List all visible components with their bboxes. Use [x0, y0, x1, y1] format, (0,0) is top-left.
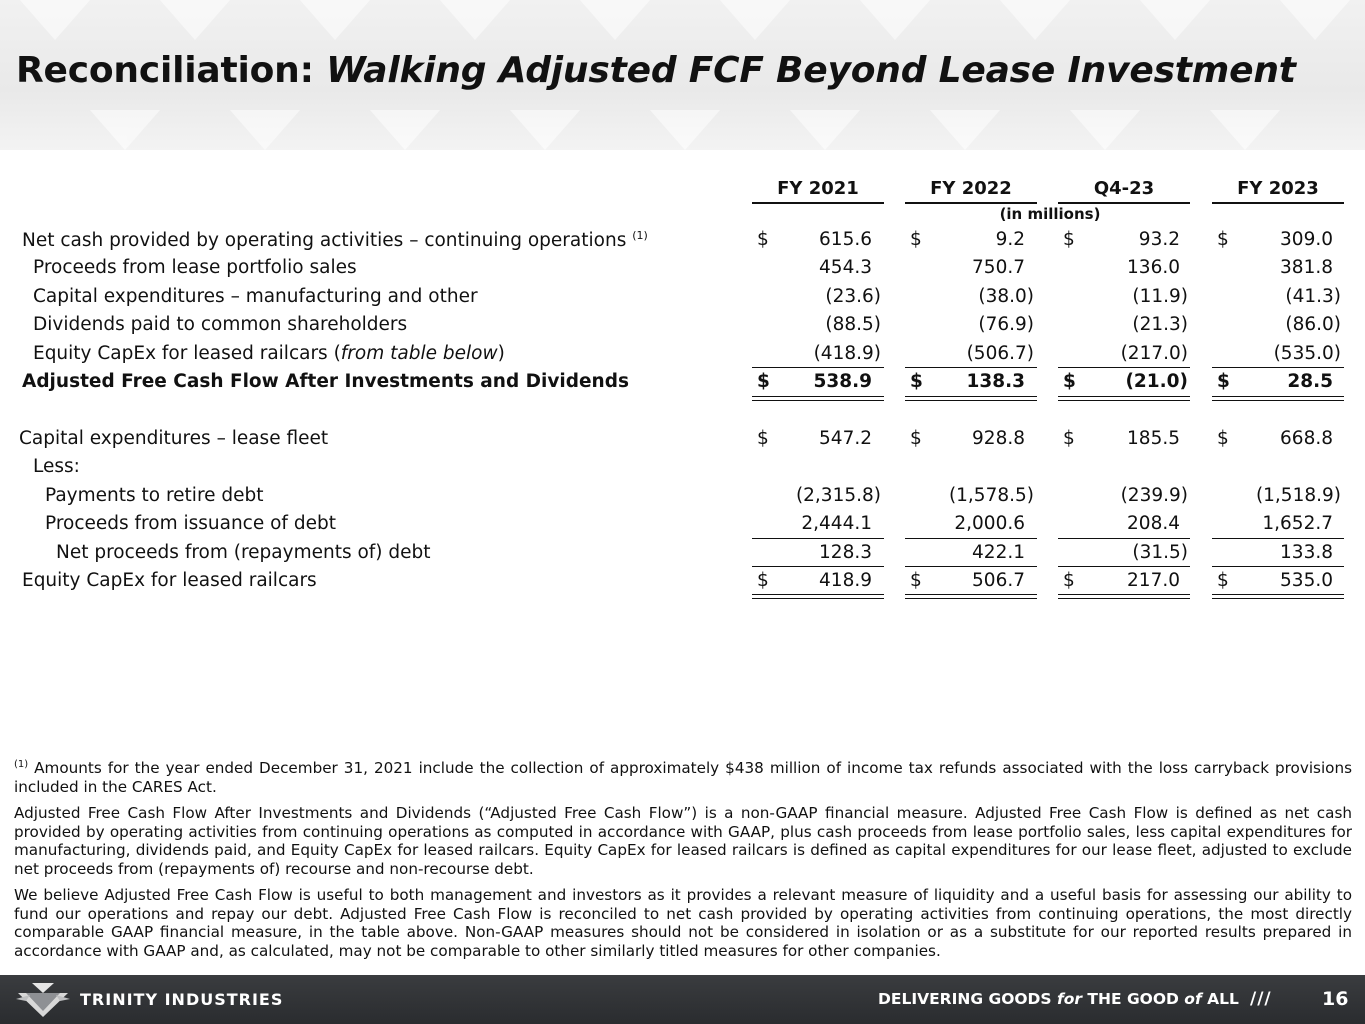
column-header-fy2023: FY 2023 — [1237, 178, 1319, 199]
row-label: Capital expenditures – manufacturing and other — [33, 286, 478, 307]
total-double-rule — [752, 396, 884, 401]
total-double-rule — [752, 594, 884, 599]
title-main: Reconciliation: — [16, 50, 314, 91]
cell-value: 185.5 — [1127, 428, 1180, 449]
total-double-rule — [1058, 594, 1190, 599]
row-label: Proceeds from issuance of debt — [45, 513, 336, 534]
cell-value: (23.6) — [825, 286, 881, 307]
currency-symbol: $ — [757, 428, 769, 449]
cell-value: 538.9 — [813, 371, 872, 392]
cell-value: 381.8 — [1280, 257, 1333, 278]
definition-paragraph: Adjusted Free Cash Flow After Investments and Dividends (“Adjusted Free Cash Flow”) is a non-GAAP financial measure. Adjusted Free Cash Flow is defined as net cash provided by operating activities from continuing operations as computed in accordance with GAAP, plus cash proceeds from lease portfolio sales, less capital expenditures for manufacturing, dividends paid, and Equity CapEx for leased railcars. Equity CapEx for leased railcars is defined as capital expenditures for our lease fleet, adjusted to exclude net proceeds from (repayments of) recourse and non-recourse debt. — [14, 804, 1352, 878]
cell-value: 28.5 — [1287, 371, 1333, 392]
cell-value: 928.8 — [972, 428, 1025, 449]
divider-slashes: /// — [1250, 989, 1272, 1009]
cell-value: (418.9) — [813, 343, 881, 364]
table-row — [0, 453, 1365, 481]
currency-symbol: $ — [910, 570, 922, 591]
cell-value: 9.2 — [995, 229, 1025, 250]
column-header-fy2022: FY 2022 — [930, 178, 1012, 199]
table-row — [0, 311, 1365, 339]
brand-name: TRINITY INDUSTRIES — [80, 990, 284, 1009]
cell-value: 217.0 — [1127, 570, 1180, 591]
table-row — [0, 254, 1365, 282]
cell-value: (88.5) — [825, 314, 881, 335]
table-row — [0, 567, 1365, 595]
row-label: Payments to retire debt — [45, 485, 264, 506]
currency-symbol: $ — [1217, 428, 1229, 449]
cell-value: (217.0) — [1120, 343, 1188, 364]
row-label: Equity CapEx for leased railcars (from table below) — [33, 343, 505, 364]
cell-value: (86.0) — [1285, 314, 1341, 335]
cell-value: 750.7 — [972, 257, 1025, 278]
table-row — [0, 510, 1365, 538]
cell-value: (1,518.9) — [1255, 485, 1341, 506]
table-row-total — [0, 368, 1365, 396]
table-row — [0, 226, 1365, 254]
cell-value: (21.3) — [1132, 314, 1188, 335]
cell-value: (38.0) — [978, 286, 1034, 307]
column-header-q4-23: Q4-23 — [1093, 178, 1155, 199]
currency-symbol: $ — [1063, 428, 1075, 449]
table-row — [0, 283, 1365, 311]
tagline: DELIVERING GOODS for THE GOOD of ALL — [878, 990, 1239, 1008]
currency-symbol: $ — [1063, 570, 1075, 591]
cell-value: 309.0 — [1280, 229, 1333, 250]
footnote-ref: (1) — [632, 229, 648, 242]
total-double-rule — [1058, 396, 1190, 401]
row-label: Capital expenditures – lease fleet — [19, 428, 329, 449]
column-underline — [752, 202, 884, 204]
cell-value: 506.7 — [972, 570, 1025, 591]
cell-value: 133.8 — [1280, 542, 1333, 563]
currency-symbol: $ — [757, 229, 769, 250]
table-row — [0, 539, 1365, 567]
cell-value: (2,315.8) — [795, 485, 881, 506]
footnote-1: $^{(1)}$ Amounts for the year ended December 31, 2021 include the collection of approximately $438 million of income tax refunds associated with the loss carryback provisions included in the CARES Act. — [14, 759, 1353, 796]
row-label: Equity CapEx for leased railcars — [22, 570, 317, 591]
currency-symbol: $ — [1217, 229, 1229, 250]
currency-symbol: $ — [910, 229, 922, 250]
footnotes — [14, 756, 1352, 968]
currency-symbol: $ — [1063, 229, 1075, 250]
cell-value: 2,000.6 — [954, 513, 1025, 534]
row-label: Proceeds from lease portfolio sales — [33, 257, 357, 278]
units-label: (in millions) — [999, 205, 1101, 223]
total-double-rule — [1212, 594, 1344, 599]
row-label: Adjusted Free Cash Flow After Investments and Dividends — [22, 371, 629, 392]
cell-value: 422.1 — [972, 542, 1025, 563]
total-double-rule — [905, 396, 1037, 401]
currency-symbol: $ — [910, 428, 922, 449]
table-row — [0, 482, 1365, 510]
cell-value: (31.5) — [1132, 542, 1188, 563]
cell-value: (21.0) — [1125, 371, 1188, 392]
usefulness-paragraph: We believe Adjusted Free Cash Flow is useful to both management and investors as it provides a relevant measure of liquidity and a useful basis for assessing our ability to fund our operations and repay our debt. Adjusted Free Cash Flow is reconciled to net cash provided by operating activities from continuing operations, the most directly comparable GAAP financial measure, in the table above. Non-GAAP measures should not be considered in isolation or as a substitute for our reported results prepared in accordance with GAAP and, as calculated, may not be comparable to other similarly titled measures for other companies. — [14, 886, 1352, 960]
table-row — [0, 425, 1365, 453]
trinity-logo-icon — [16, 981, 70, 1019]
cell-value: 208.4 — [1127, 513, 1180, 534]
currency-symbol: $ — [757, 371, 770, 392]
cell-value: (535.0) — [1273, 343, 1341, 364]
cell-value: (11.9) — [1132, 286, 1188, 307]
table-row — [0, 340, 1365, 368]
row-label: Net proceeds from (repayments of) debt — [56, 542, 431, 563]
cell-value: (76.9) — [978, 314, 1034, 335]
cell-value: 93.2 — [1138, 229, 1180, 250]
page-number: 16 — [1322, 988, 1349, 1010]
column-header-fy2021: FY 2021 — [777, 178, 859, 199]
cell-value: (41.3) — [1285, 286, 1341, 307]
slide-footer — [0, 975, 1365, 1024]
currency-symbol: $ — [1063, 371, 1076, 392]
cell-value: 128.3 — [819, 542, 872, 563]
row-label: Less: — [33, 456, 80, 477]
cell-value: (1,578.5) — [948, 485, 1034, 506]
cell-value: 136.0 — [1127, 257, 1180, 278]
cell-value: (506.7) — [966, 343, 1034, 364]
total-double-rule — [1212, 396, 1344, 401]
cell-value: 535.0 — [1280, 570, 1333, 591]
page-title — [16, 50, 1296, 91]
column-underline — [1058, 202, 1190, 204]
cell-value: (239.9) — [1120, 485, 1188, 506]
cell-value: 2,444.1 — [801, 513, 872, 534]
cell-value: 454.3 — [819, 257, 872, 278]
cell-value: 138.3 — [966, 371, 1025, 392]
currency-symbol: $ — [757, 570, 769, 591]
title-italic: Walking Adjusted FCF Beyond Lease Investment — [326, 50, 1296, 91]
column-underline — [1212, 202, 1344, 204]
row-label: Net cash provided by operating activities – continuing operations $^{(1)}$ — [22, 229, 648, 251]
cell-value: 418.9 — [819, 570, 872, 591]
row-label: Dividends paid to common shareholders — [33, 314, 408, 335]
total-double-rule — [905, 594, 1037, 599]
currency-symbol: $ — [1217, 371, 1230, 392]
currency-symbol: $ — [1217, 570, 1229, 591]
cell-value: 1,652.7 — [1262, 513, 1333, 534]
slide-header — [0, 0, 1365, 150]
column-underline — [905, 202, 1037, 204]
cell-value: 668.8 — [1280, 428, 1333, 449]
cell-value: 547.2 — [819, 428, 872, 449]
cell-value: 615.6 — [819, 229, 872, 250]
currency-symbol: $ — [910, 371, 923, 392]
